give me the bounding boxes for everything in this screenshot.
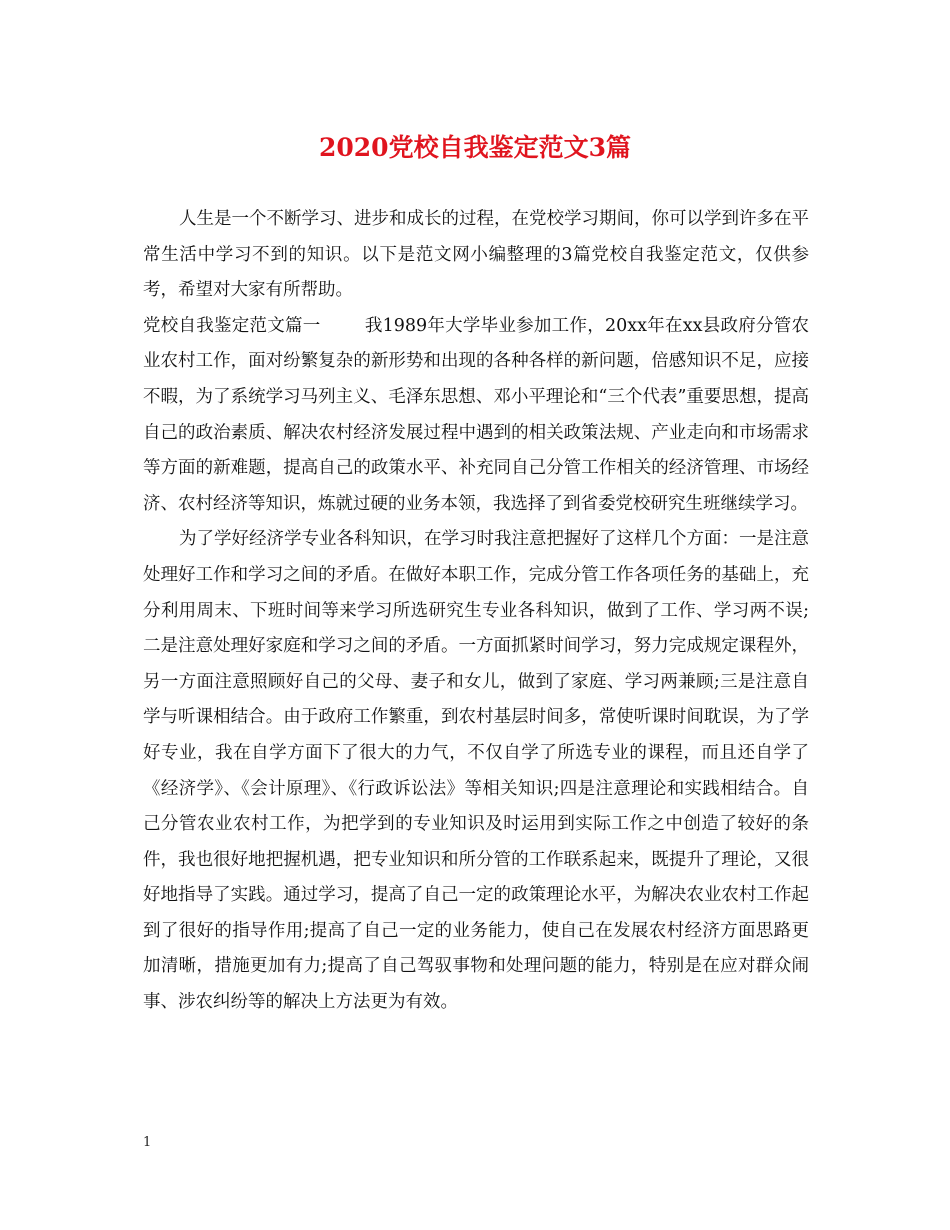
- document-body: [143, 202, 809, 1021]
- paragraph-2: 为了学好经济学专业各科知识，在学习时我注意把握好了这样几个方面：一是注意处理好工作和学习之间的矛盾。在做好本职工作，完成分管工作各项任务的基础上，充分利用周末、下班时间等来学习所选研究生专业各科知识，做到了工作、学习两不误;二是注意处理好家庭和学习之间的矛盾。一方面抓紧时间学习，努力完成规定课程外，另一方面注意照顾好自己的父母、妻子和女儿，做到了家庭、学习两兼顾;三是注意自学与听课相结合。由于政府工作繁重，到农村基层时间多，常使听课时间耽误，为了学好专业，我在自学方面下了很大的力气，不仅自学了所选专业的课程，而且还自学了《经济学》、《会计原理》、《行政诉讼法》等相关知识;四是注意理论和实践相结合。自己分管农业农村工作，为把学到的专业知识及时运用到实际工作之中创造了较好的条件，我也很好地把握机遇，把专业知识和所分管的工作联系起来，既提升了理论，又很好地指导了实践。通过学习，提高了自己一定的政策理论水平，为解决农业农村工作起到了很好的指导作用;提高了自己一定的业务能力，使自己在发展农村经济方面思路更加清晰，措施更加有力;提高了自己驾驭事物和处理问题的能力，特别是在应对群众闹事、涉农纠纷等的解决上方法更为有效。: [143, 529, 809, 1013]
- section-paragraph-1: [143, 309, 809, 523]
- paragraph-1-text: 我1989年大学毕业参加工作，20xx年在xx县政府分管农业农村工作，面对纷繁复杂的新形势和出现的各种各样的新问题，倍感知识不足，应接不暇，为了系统学习马列主义、毛泽东思想、邓小平理论和“三个代表”重要思想，提高自己的政治素质、解决农村经济发展过程中遇到的相关政策法规、产业走向和市场需求等方面的新难题，提高自己的政策水平、补充同自己分管工作相关的经济管理、市场经济、农村经济等知识，炼就过硬的业务本领，我选择了到省委党校研究生班继续学习。: [143, 315, 810, 514]
- intro-paragraph: 人生是一个不断学习、进步和成长的过程，在党校学习期间，你可以学到许多在平常生活中学习不到的知识。以下是范文网小编整理的3篇党校自我鉴定范文，仅供参考，希望对大家有所帮助。: [143, 209, 809, 301]
- page-number: 1: [143, 1135, 152, 1150]
- section-label: 党校自我鉴定范文篇一: [143, 315, 321, 336]
- document-title: 2020党校自我鉴定范文3篇: [319, 133, 631, 162]
